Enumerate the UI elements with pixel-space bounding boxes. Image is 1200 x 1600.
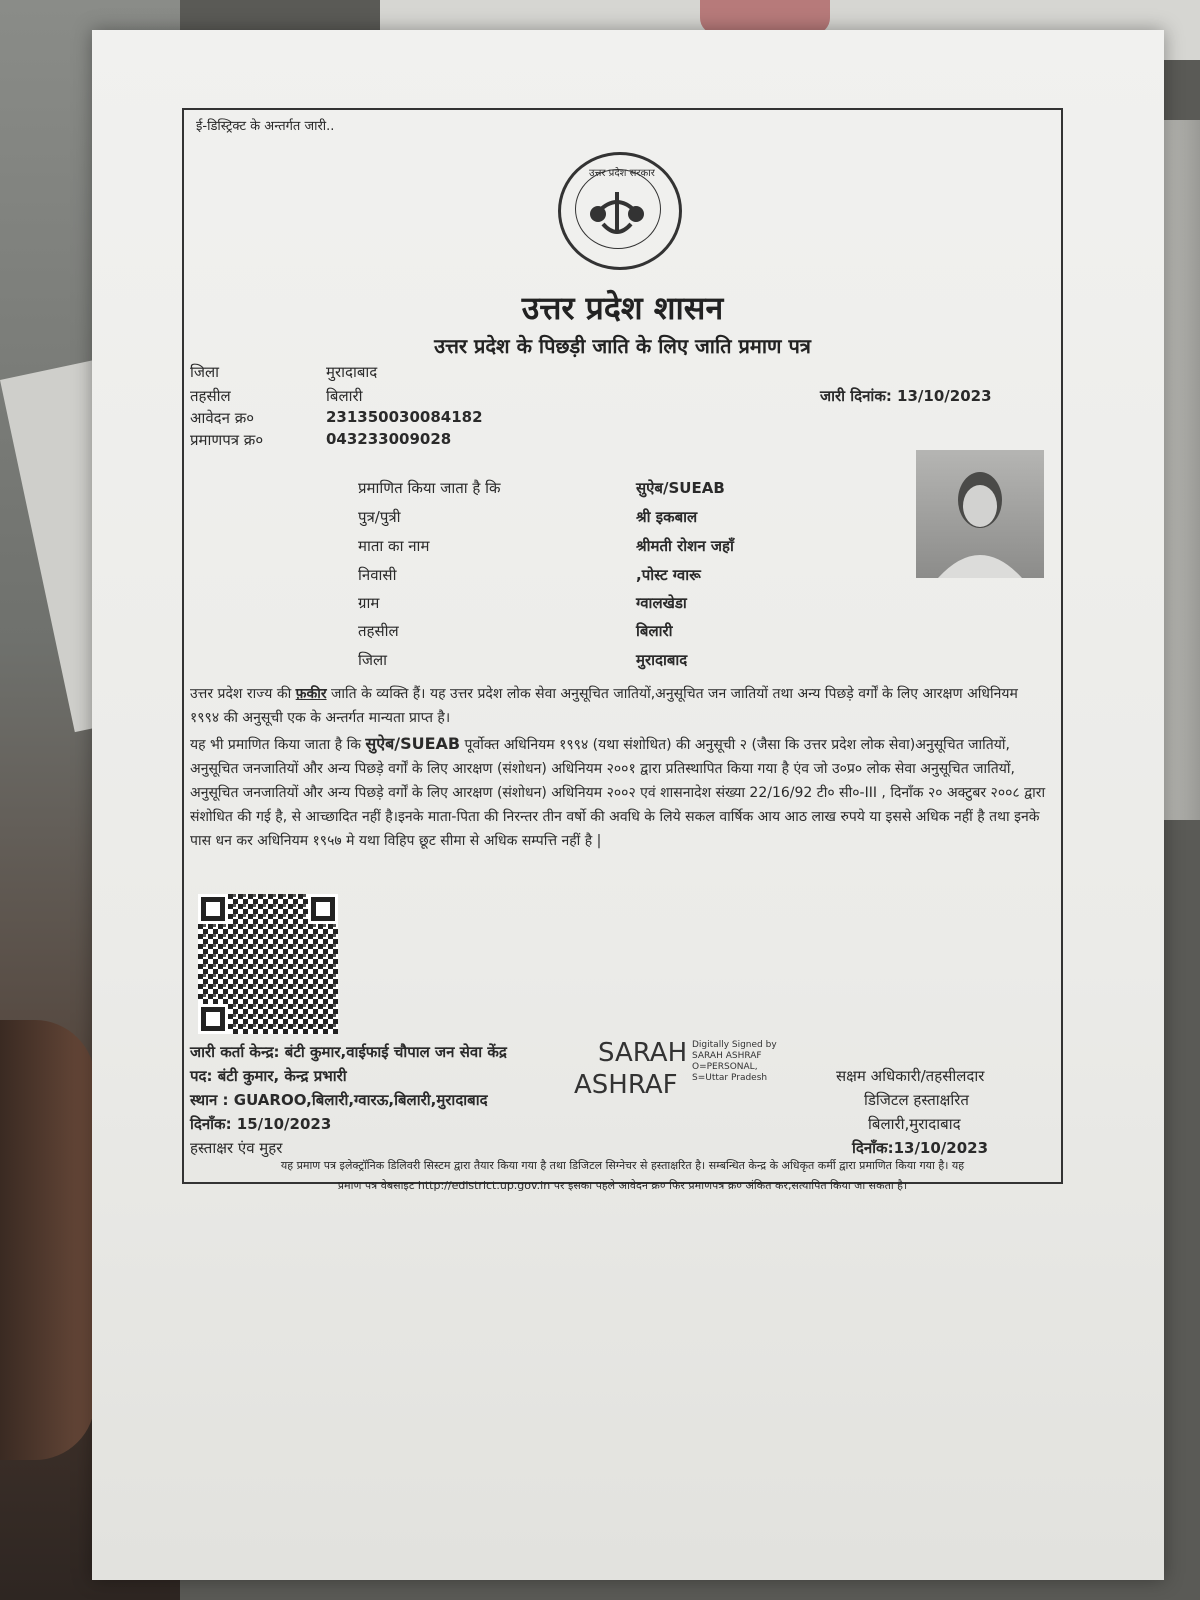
issuer-post: पद: बंटी कुमार, केन्द्र प्रभारी — [190, 1067, 347, 1085]
digital-signature-block: Digitally Signed by SARAH ASHRAF O=PERSONAL, S=Uttar Pradesh — [692, 1040, 777, 1083]
applicant-photo — [916, 450, 1044, 578]
issue-date: जारी दिनांक: 13/10/2023 — [820, 387, 992, 405]
tehsil-value: बिलारी — [326, 387, 363, 405]
detail-label: प्रमाणित किया जाता है कि — [358, 479, 501, 497]
signer-first-name: SARAH — [598, 1038, 688, 1068]
detail-value: श्रीमती रोशन जहाँ — [636, 537, 734, 555]
background-right-paper — [1160, 120, 1200, 820]
certificate-frame — [182, 108, 1063, 1192]
certificate-label: प्रमाणपत्र क्र० — [190, 431, 264, 449]
authority-place: बिलारी,मुरादाबाद — [868, 1115, 961, 1133]
state-emblem-seal — [558, 152, 682, 270]
district-value: मुरादाबाद — [326, 363, 378, 381]
certificate-sheet — [92, 30, 1164, 1580]
person-photo-icon — [916, 450, 1044, 578]
detail-value: ग्वालखेडा — [636, 594, 687, 612]
qr-code — [198, 894, 338, 1034]
issuer-center: जारी कर्ता केन्द्र: बंटी कुमार,वाईफाई चौपाल जन सेवा केंद्र — [190, 1043, 507, 1061]
detail-label: माता का नाम — [358, 537, 430, 555]
qr-code-icon — [198, 894, 338, 1034]
detail-value: श्री इकबाल — [636, 508, 698, 526]
issuer-place: स्थान : GUAROO,बिलारी,ग्वारऊ,बिलारी,मुरादाबाद — [190, 1091, 488, 1109]
application-number: 231350030084182 — [326, 408, 483, 426]
footer-verification-note: यह प्रमाण पत्र इलेक्ट्रॉनिक डिलिवरी सिस्टम द्वारा तैयार किया गया है तथा डिजिटल सिग्नेचर से हस्ताक्षरित है। सम्बन्धित केन्द्र के अधिकृत कर्मी द्वारा प्रमाणित किया गया है। यह प्रमाण पत्र वेबसाइट http://edistrict.up.gov.in पर इसका पहले आवेदन क्र० फिर प्रमाणपत्र क्र० अंकित कर,सत्यापित किया जा सकता है। — [280, 1159, 965, 1192]
certificate-title: उत्तर प्रदेश के पिछड़ी जाति के लिए जाति प्रमाण पत्र — [434, 334, 811, 358]
certificate-number: 043233009028 — [326, 430, 452, 448]
tehsil-label: तहसील — [190, 387, 231, 405]
issuer-date: दिनाँक: 15/10/2023 — [190, 1115, 332, 1133]
detail-label: पुत्र/पुत्री — [358, 508, 401, 526]
issued-under-note: ई-डिस्ट्रिक्ट के अन्तर्गत जारी.. — [196, 119, 335, 134]
detail-value: मुरादाबाद — [636, 651, 688, 669]
district-label: जिला — [190, 363, 220, 381]
paragraph-declaration: यह भी प्रमाणित किया जाता है कि सुऐब/SUEAB पूर्वोक्त अधिनियम १९९४ (यथा संशोधित) की अनुसूची २ (जैसा कि उत्तर प्रदेश लोक सेवा)अनुसूचित जातियों, अनुसूचित जनजातियों और अन्य पिछड़े वर्गों के लिए आरक्षण (संशोधन) अधिनियम २००१ द्वारा प्रतिस्थापित किया गया है एंव जो उ०प्र० लोक सेवा अनुसूचित जातियों, अनुसूचित जनजातियों और अन्य पिछड़े वर्गों के लिए आरक्षण (संशोधन) अधिनियम २००२ एवं शासनादेश संख्या 22/16/92 टी० सी०-III , दिनाँक २० अक्टुबर २००८ द्वारा संशोधित की गई है, से आच्छादित नहीं है।इनके माता-पिता की निरन्तर तीन वर्षो की अवधि के लिये सकल वार्षिक आय आठ लाख रुपये या इससे अधिक नहीं है तथा इनके पास धन कर अधिनियम १९५७ मे यथा विहिप छूट सीमा से अधिक सम्पत्ति नहीं है | — [190, 734, 1046, 849]
background-phone-edge — [700, 0, 830, 34]
applicant-name: सुऐब/SUEAB — [365, 734, 461, 753]
application-label: आवेदन क्र० — [190, 409, 255, 427]
authority-title: सक्षम अधिकारी/तहसीलदार — [836, 1067, 985, 1085]
detail-label: जिला — [358, 651, 388, 669]
signer-last-name: ASHRAF — [574, 1070, 678, 1100]
paragraph-caste: उत्तर प्रदेश राज्य की फ़कीर जाति के व्यक्ति हैं। यह उत्तर प्रदेश लोक सेवा अनुसूचित जातियों,अनुसूचित जन जातियों तथा अन्य पिछड़े वर्गों के लिए आरक्षण अधिनियम १९९४ की अनुसूची एक के अन्तर्गत मान्यता प्राप्त है। — [190, 686, 1018, 726]
caste-name: फ़कीर — [295, 686, 327, 702]
authority-date: दिनाँक:13/10/2023 — [852, 1139, 989, 1157]
authority-digital: डिजिटल हस्ताक्षरित — [864, 1091, 969, 1109]
detail-label: तहसील — [358, 622, 399, 640]
hand — [0, 1020, 95, 1460]
detail-label: निवासी — [358, 566, 397, 584]
government-title: उत्तर प्रदेश शासन — [521, 289, 724, 327]
detail-value: सुऐब/SUEAB — [636, 479, 725, 497]
issuer-signature-label: हस्ताक्षर एंव मुहर — [190, 1139, 283, 1157]
detail-label: ग्राम — [358, 594, 380, 612]
detail-value: ,पोस्ट ग्वारू — [636, 566, 701, 584]
seal-text: उत्तर प्रदेश सरकार — [589, 168, 655, 179]
detail-value: बिलारी — [636, 622, 673, 640]
